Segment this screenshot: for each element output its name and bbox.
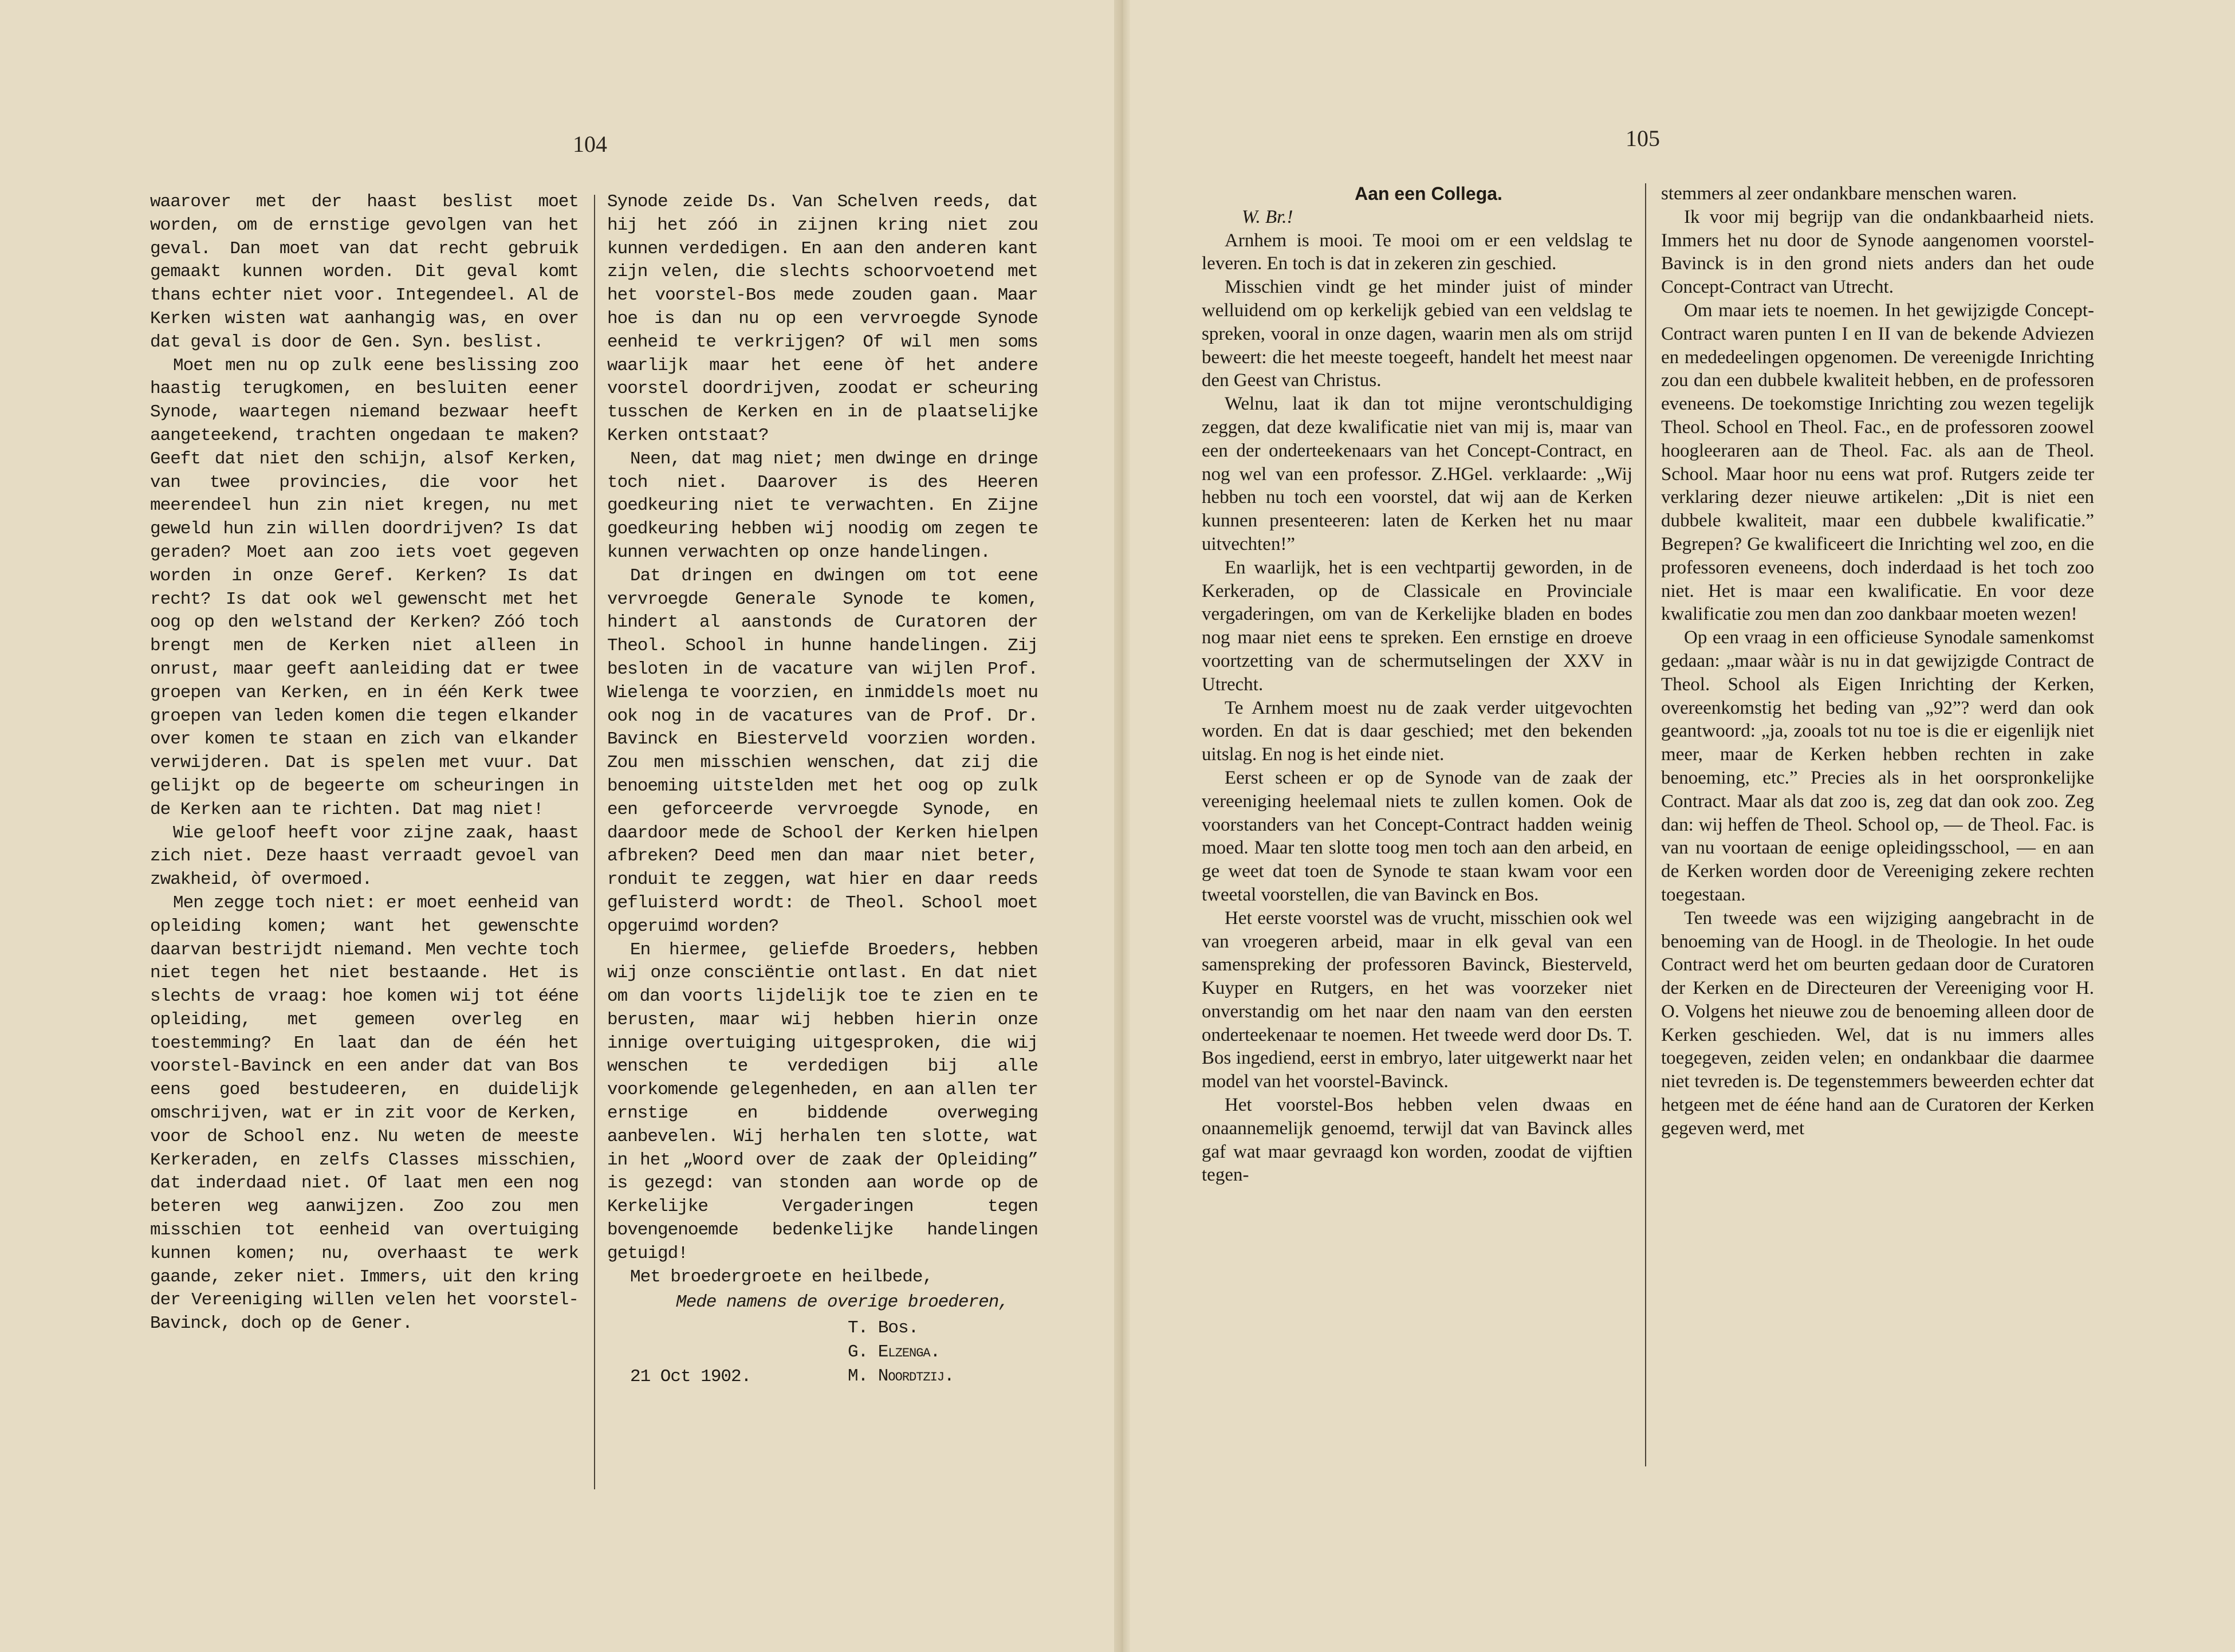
letter-date: 21 Oct 1902. <box>630 1367 751 1387</box>
paragraph: Moet men nu op zulk eene beslissing zoo haastig terugkomen, en besluiten eener Synode, waartegen niemand bezwaar heeft aangeteekend, trachten ongedaan te maken? Geeft dat niet den schijn, alsof Kerken, van twee provincies, die voor het meerendeel hun zin niet kregen, nu met geweld hun zin willen doordrijven? Is dat geraden? Moet aan zoo iets voet gegeven worden in onze Geref. Kerken? Is dat recht? Is dat ook wel gewenscht met het oog op den welstand der Kerken? Zóó toch brengt men de Kerken niet alleen in onrust, maar geeft aanleiding dat er twee groepen van Kerken, en in één Kerk twee groepen van leden komen die tegen elkander over komen te staan en zich van elkander verwijderen. Dat is spelen met vuur. Dat gelijkt op de begeerte om scheuringen in de Kerken aan te richten. Dat mag niet! <box>150 355 579 820</box>
paragraph: Synode zeide Ds. Van Schelven reeds, dat hij het zóó in zijnen kring niet zou kunnen verdedigen. En aan den anderen kant zijn velen, die slechts schoorvoetend met het voorstel-Bos mede zouden gaan. Maar hoe is dan nu op een vervroegde Synode eenheid te verkrijgen? Of wil men soms waarlijk maar het eene òf het andere voorstel doordrijven, zoodat er scheuring tusschen de Kerken en in de plaatselijke Kerken ontstaat? <box>607 192 1038 446</box>
page-number-left: 104 <box>573 131 607 157</box>
salutation: W. Br.! <box>1242 206 1293 227</box>
paragraph: En waarlijk, het is een vechtpartij geworden, in de Kerkeraden, op de Classicale en Provinciale vergaderingen, om van de Kerkelijke bladen en bodes nog maar niet eens te spreken. Een ernstige en droeve voortzetting van de schermutselingen der XXV in Utrecht. <box>1202 557 1632 695</box>
right-page-column-1 <box>1202 182 1632 1187</box>
closing-line: Mede namens de overige broederen, <box>676 1292 1009 1313</box>
paragraph: Op een vraag in een officieuse Synodale samenkomst gedaan: „maar wààr is nu in dat gewijzigde Contract de Theol. School als Eigen Inrichting der Kerken, overeenkomstig het beding van „92”? werd dan ook geantwoord: „ja, zooals tot nu toe is die er eigenlijk niet meer, maar de Kerken hebben rechten in zake benoeming, etc.” Precies als in het oorspronkelijke Contract. Maar als dat zoo is, zeg dat dan ook zoo. Zeg dan: wij heffen de Theol. School op, — de Theol. Fac. is van nu voortaan de eenige opleidingsschool, — en aan de Kerken worden door de Vereeniging zekere rechten toegestaan. <box>1661 627 2094 905</box>
paragraph: Om maar iets te noemen. In het gewijzigde Concept-Contract waren punten I en II van de bekende Adviezen en mededeelingen opgenomen. De vereenigde Inrichting zou dan een dubbele kwaliteit hebben, en de professoren eveneens. De toekomstige Inrichting zou wezen tegelijk Theol. School en Theol. Fac., en de professoren zoowel hoogleeraren aan de Theol. Fac. als aan de Theol. School. Maar hoor nu eens wat prof. Rutgers zeide ter verklaring dezer nieuwe artikelen: „Dit is niet een dubbele kwaliteit, maar een dubbele kwalificatie.” Begrepen? Ge kwalificeert die Inrichting wel zoo, en die professoren eveneens, doch inderdaad is het toch zoo niet. Het is maar een kwalificatie. En voor deze kwalificatie zou men dan zoo dankbaar moeten wezen! <box>1661 300 2094 625</box>
signatory-bos: T. Bos. <box>848 1318 919 1339</box>
paragraph: Arnhem is mooi. Te mooi om er een veldslag te leveren. En toch is dat in zekeren zin geschied. <box>1202 230 1632 274</box>
left-page-column-1 <box>150 191 579 1336</box>
paragraph: Misschien vindt ge het minder juist of minder welluidend om op kerkelijk gebied van een veldslag te spreken, vooral in onze dagen, waarin men als om strijd beweert: die het meeste toegeeft, handelt het meest naar den Geest van Christus. <box>1202 277 1632 391</box>
column-rule-right <box>1645 183 1646 1466</box>
signatory-elzenga: G. Elzenga. <box>848 1342 941 1363</box>
right-page-column-2 <box>1661 182 2094 1140</box>
column-rule-left <box>594 195 595 1489</box>
paragraph: Neen, dat mag niet; men dwinge en dringe toch niet. Daarover is des Heeren goedkeuring niet te verwachten. En Zijne goedkeuring hebben wij noodig om zegen te kunnen verwachten op onze handelingen. <box>607 449 1038 563</box>
paragraph: Wie geloof heeft voor zijne zaak, haast zich niet. Deze haast verraadt gevoel van zwakheid, òf overmoed. <box>150 823 579 890</box>
paragraph: Dat dringen en dwingen om tot eene vervroegde Generale Synode te komen, hindert al aanstonds de Curatoren der Theol. School in hunne handelingen. Zij besloten in de vacature van wijlen Prof. Wielenga te voorzien, en inmiddels moet nu ook nog in de vacatures van de Prof. Dr. Bavinck en Biesterveld voorzien worden. Zou men misschien wenschen, dat zij die benoeming uitstelden met het oog op zulk een geforceerde vervroegde Synode, en daardoor mede de School der Kerken hielpen afbreken? Deed men dan maar niet beter, ronduit te zeggen, wat hier en daar reeds gefluisterd wordt: de Theol. School moet opgeruimd worden? <box>607 565 1038 937</box>
paragraph: Het eerste voorstel was de vrucht, misschien ook wel van vroegeren arbeid, maar in elk geval van een samenspreking der professoren Bavinck, Biesterveld, Kuyper en Rutgers, en het was voorzeker niet onverstandig om het naar den naam van den eersten onderteekenaar te noemen. Het tweede werd door Ds. T. Bos ingediend, eerst in embryo, later uitgewerkt naar het model van het voorstel-Bavinck. <box>1202 907 1632 1092</box>
paragraph: Men zegge toch niet: er moet eenheid van opleiding komen; want het gewenschte daarvan bestrijdt niemand. Men vechte toch niet tegen het niet bestaande. Het is slechts de vraag: hoe komen wij tot ééne opleiding, met gemeen overleg en toestemming? En laat dan de één het voorstel-Bavinck en een ander dat van Bos eens goed bestudeeren, en duidelijk omschrijven, wat er in zit voor de Kerken, voor de School enz. Nu weten de meeste Kerkeraden, en zelfs Classes misschien, dat inderdaad niet. Of laat men een nog beteren weg aanwijzen. Zoo zou men misschien tot eenheid van overtuiging kunnen komen; nu, overhaast te werk gaande, zeker niet. Immers, uit den kring der Vereeniging willen velen het voorstel-Bavinck, doch op de Gener. <box>150 892 579 1334</box>
paragraph: Het voorstel-Bos hebben velen dwaas en onaannemelijk genoemd, terwijl dat van Bavinck alles gaf wat maar gevraagd kon worden, zoodat de vijftien tegen- <box>1202 1095 1632 1186</box>
paragraph: Ik voor mij begrijp van die ondankbaarheid niets. Immers het nu door de Synode aangenomen voorstel-Bavinck is in den grond niets anders dan het oude Concept-Contract van Utrecht. <box>1661 206 2094 298</box>
paragraph: waarover met der haast beslist moet worden, om de ernstige gevolgen van het geval. Dan moet van dat recht gebruik gemaakt kunnen worden. Dit geval komt thans echter niet voor. Integendeel. Al de Kerken wisten wat aanhangig was, en over dat geval is door de Gen. Syn. beslist. <box>150 192 579 352</box>
book-gutter <box>1114 0 1130 1652</box>
paragraph: Eerst scheen er op de Synode van de zaak der vereeniging heelemaal niets te zullen komen. Ook de voorstanders van het Concept-Contract hadden weinig moed. Maar ten slotte toog men toch aan den arbeid, en ge weet dat toen de Synode te staan kwam voor een tweetal voorstellen, die van Bavinck en Bos. <box>1202 767 1632 905</box>
paragraph: stemmers al zeer ondankbare menschen waren. <box>1661 183 2017 204</box>
page-number-right: 105 <box>1626 125 1660 151</box>
left-page-column-2 <box>607 191 1038 1389</box>
paragraph: Met broedergroete en heilbede, <box>630 1266 933 1287</box>
article-title: Aan een Collega. <box>1355 183 1502 204</box>
signature-block <box>607 1315 1038 1389</box>
paragraph: Ten tweede was een wijziging aangebracht in de benoeming van de Hoogl. in de Theologie. In het oude Contract werd het om beurten gedaan door de Curatoren der Kerken en de Directeuren der Vereeniging voor H. O. Volgens het nieuwe zou de benoeming alleen door de Kerken geschieden. Wel, dat is nu immers alles toegegeven, zeiden velen; en ondankbaar die daarmee niet tevreden is. De tegenstemmers beweerden echter dat hetgeen met de ééne hand aan de Curatoren der Kerken gegeven werd, met <box>1661 907 2094 1139</box>
paragraph: Welnu, laat ik dan tot mijne verontschuldiging zeggen, dat deze kwalificatie niet van mij is, maar van een der onderteekenaars van het Concept-Contract, en nog wel van een professor. Z.HGel. verklaarde: „Wij hebben nu toch een voorstel, dat wij aan de Kerken kunnen presenteeren: laten de Kerken het nu maar uitvechten!” <box>1202 394 1632 554</box>
paragraph: En hiermee, geliefde Broeders, hebben wij onze consciëntie ontlast. En dat niet om dan voorts lijdelijk toe te zien en te berusten, maar wij hebben hierin onze innige overtuiging uitgesproken, die wij wenschen te verdedigen bij alle voorkomende gelegenheden, en aan allen ter ernstige en biddende overweging aanbevelen. Wij herhalen ten slotte, wat in het „Woord over de zaak der Opleiding” is gezegd: van stonden aan worde op de Kerkelijke Vergaderingen tegen bovengenoemde bedenkelijke handelingen getuigd! <box>607 939 1038 1264</box>
signatory-noordtzij: M. Noordtzij. <box>848 1366 954 1387</box>
paragraph: Te Arnhem moest nu de zaak verder uitgevochten worden. En dat is daar geschied; met den bekenden uitslag. En nog is het einde niet. <box>1202 697 1632 765</box>
